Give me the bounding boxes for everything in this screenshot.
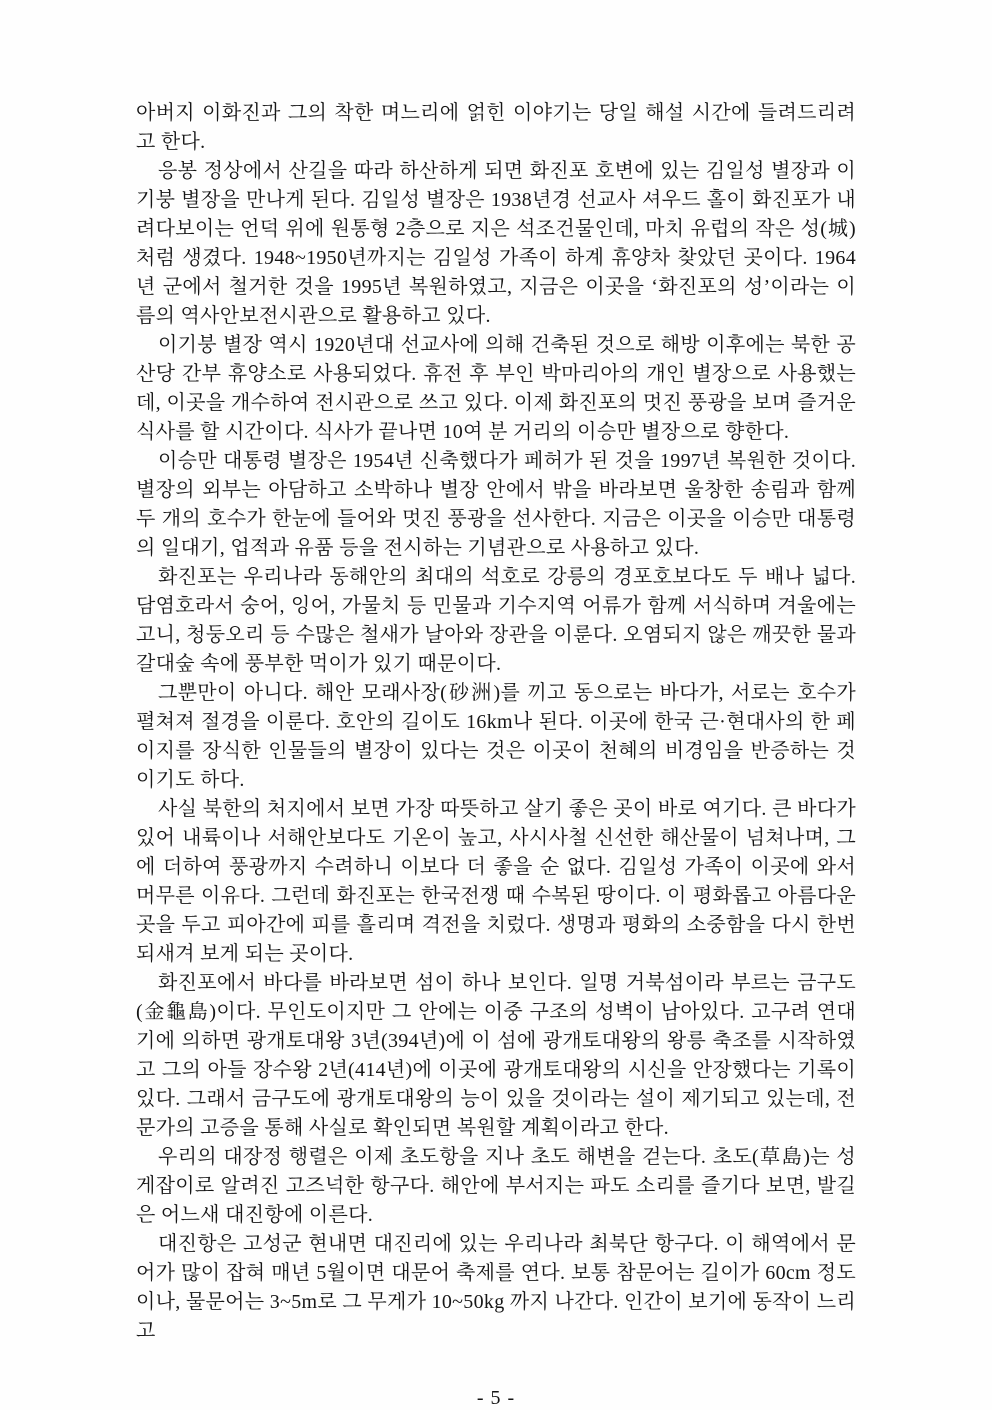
paragraph-2: 응봉 정상에서 산길을 따라 하산하게 되면 화진포 호변에 있는 김일성 별장과 이기붕 별장을 만나게 된다. 김일성 별장은 1938년경 선교사 셔우드 홀이 화진포가 내려다보이는 언덕 위에 원통형 2층으로 지은 석조건물인데, 마치 유럽의 작은 성(城)처럼 생겼다. 1948~1950년까지는 김일성 가족이 하계 휴양차 찾았던 곳이다. 1964년 군에서 철거한 것을 1995년 복원하였고, 지금은 이곳을 ‘화진포의 성’이라는 이름의 역사안보전시관으로 활용하고 있다. (136, 160, 856, 327)
paragraph-1: 아버지 이화진과 그의 착한 며느리에 얽힌 이야기는 당일 해설 시간에 들려드리려고 한다. (136, 102, 856, 153)
paragraph-8: 화진포에서 바다를 바라보면 섬이 하나 보인다. 일명 거북섬이라 부르는 금구도(金龜島)이다. 무인도이지만 그 안에는 이중 구조의 성벽이 남아있다. 고구려 연대기에 의하면 광개토대왕 3년(394년)에 이 섬에 광개토대왕의 왕릉 축조를 시작하였고 그의 아들 장수왕 2년(414년)에 이곳에 광개토대왕의 시신을 안장했다는 기록이 있다. 그래서 금구도에 광개토대왕의 능이 있을 것이라는 설이 제기되고 있는데, 전문가의 고증을 통해 사실로 확인되면 복원할 계획이라고 한다. (136, 972, 856, 1139)
paragraph-9: 우리의 대장정 행렬은 이제 초도항을 지나 초도 해변을 걷는다. 초도(草島)는 성게잡이로 알려진 고즈넉한 항구다. 해안에 부서지는 파도 소리를 즐기다 보면, 발길은 어느새 대진항에 이른다. (136, 1146, 856, 1226)
document-body (136, 99, 856, 1346)
page-number: - 5 - (476, 1387, 516, 1409)
paragraph-10: 대진항은 고성군 현내면 대진리에 있는 우리나라 최북단 항구다. 이 해역에서 문어가 많이 잡혀 매년 5월이면 대문어 축제를 연다. 보통 참문어는 길이가 60cm 정도이나, 물문어는 3~5m로 그 무게가 10~50kg 까지 나간다. 인간이 보기에 동작이 느리고 (136, 1233, 856, 1342)
paragraph-7: 사실 북한의 처지에서 보면 가장 따뜻하고 살기 좋은 곳이 바로 여기다. 큰 바다가 있어 내륙이나 서해안보다도 기온이 높고, 사시사철 신선한 해산물이 넘쳐나며, 그에 더하여 풍광까지 수려하니 이보다 더 좋을 순 없다. 김일성 가족이 이곳에 와서 머무른 이유다. 그런데 화진포는 한국전쟁 때 수복된 땅이다. 이 평화롭고 아름다운 곳을 두고 피아간에 피를 흘리며 격전을 치렀다. 생명과 평화의 소중함을 다시 한번 되새겨 보게 되는 곳이다. (136, 798, 856, 965)
paragraph-4: 이승만 대통령 별장은 1954년 신축했다가 페허가 된 것을 1997년 복원한 것이다. 별장의 외부는 아담하고 소박하나 별장 안에서 밖을 바라보면 울창한 송림과 함께 두 개의 호수가 한눈에 들어와 멋진 풍광을 선사한다. 지금은 이곳을 이승만 대통령의 일대기, 업적과 유품 등을 전시하는 기념관으로 사용하고 있다. (136, 450, 856, 559)
paragraph-5: 화진포는 우리나라 동해안의 최대의 석호로 강릉의 경포호보다도 두 배나 넓다. 담염호라서 숭어, 잉어, 가물치 등 민물과 기수지역 어류가 함께 서식하며 겨울에는 고니, 청둥오리 등 수많은 철새가 날아와 장관을 이룬다. 오염되지 않은 깨끗한 물과 갈대숲 속에 풍부한 먹이가 있기 때문이다. (136, 566, 856, 675)
paragraph-3: 이기붕 별장 역시 1920년대 선교사에 의해 건축된 것으로 해방 이후에는 북한 공산당 간부 휴양소로 사용되었다. 휴전 후 부인 박마리아의 개인 별장으로 사용했는데, 이곳을 개수하여 전시관으로 쓰고 있다. 이제 화진포의 멋진 풍광을 보며 즐거운 식사를 할 시간이다. 식사가 끝나면 10여 분 거리의 이승만 별장으로 향한다. (136, 334, 856, 443)
paragraph-6: 그뿐만이 아니다. 해안 모래사장(砂洲)를 끼고 동으로는 바다가, 서로는 호수가 펼쳐져 절경을 이룬다. 호안의 길이도 16km나 된다. 이곳에 한국 근·현대사의 한 페이지를 장식한 인물들의 별장이 있다는 것은 이곳이 천혜의 비경임을 반증하는 것이기도 하다. (136, 682, 856, 791)
